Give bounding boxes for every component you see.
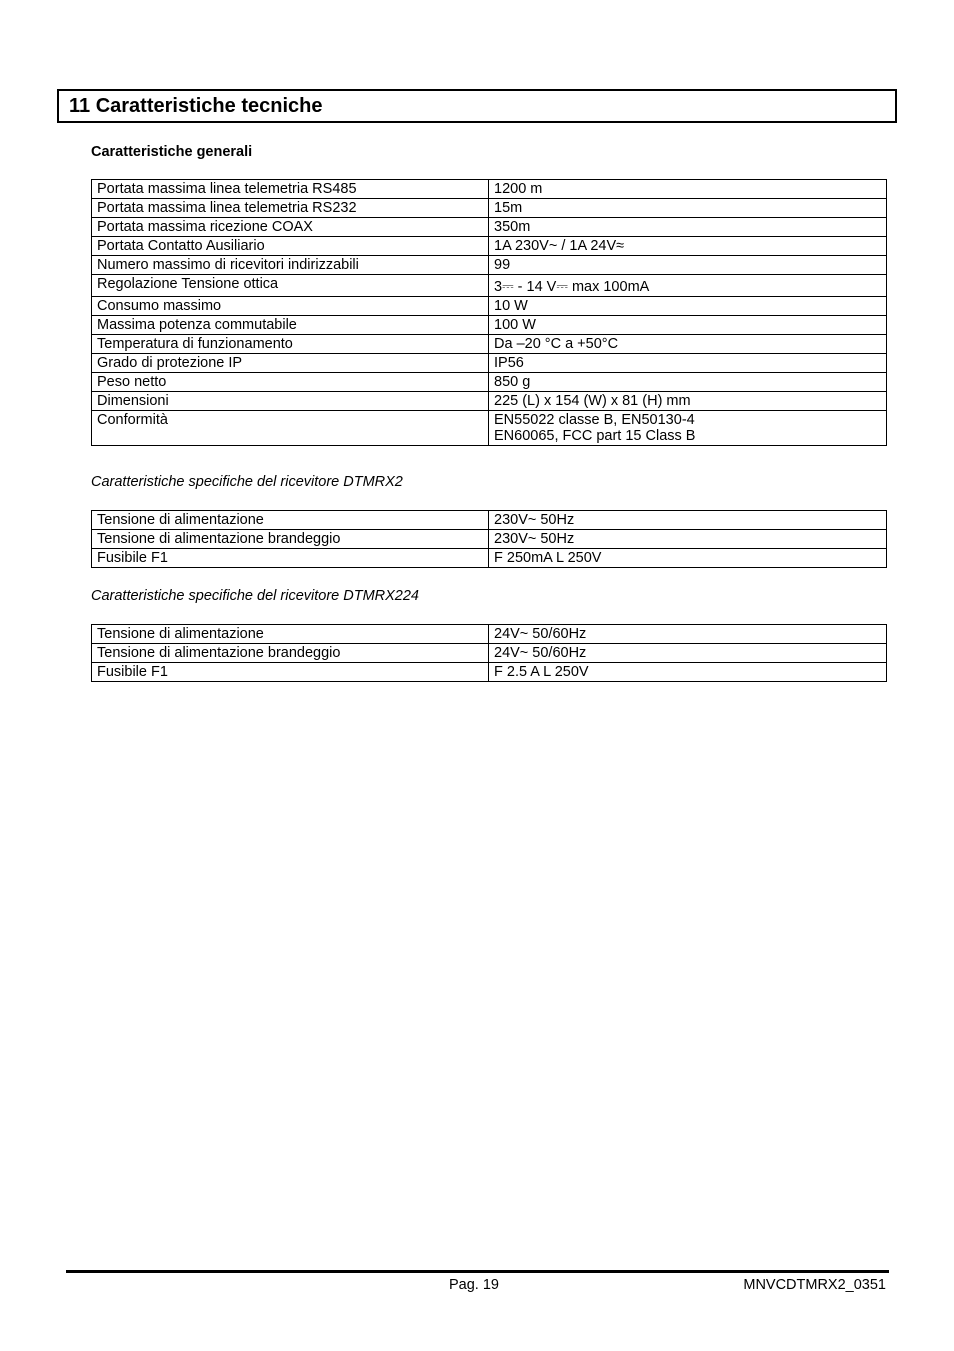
spec-value: F 250mA L 250V: [489, 549, 887, 568]
spec-value: 24V~ 50/60Hz: [489, 644, 887, 663]
spec-label: Tensione di alimentazione: [92, 511, 489, 530]
spec-value: EN55022 classe B, EN50130-4 EN60065, FCC part 15 Class B: [489, 411, 887, 446]
table-row: [92, 218, 887, 237]
spec-value: 24V~ 50/60Hz: [489, 625, 887, 644]
document-code: MNVCDTMRX2_0351: [743, 1277, 886, 1293]
spec-value: 100 W: [489, 316, 887, 335]
table-row: [92, 316, 887, 335]
spec-label: Tensione di alimentazione: [92, 625, 489, 644]
section-title: 11 Caratteristiche tecniche: [69, 95, 323, 117]
spec-value: 1200 m: [489, 180, 887, 199]
table-row: [92, 511, 887, 530]
spec-label: Tensione di alimentazione brandeggio: [92, 644, 489, 663]
table-row: [92, 199, 887, 218]
spec-value: 15m: [489, 199, 887, 218]
spec-label: Portata massima linea telemetria RS232: [92, 199, 489, 218]
spec-value: Da –20 °C a +50°C: [489, 335, 887, 354]
spec-label: Fusibile F1: [92, 663, 489, 682]
spec-value: 350m: [489, 218, 887, 237]
general-specs-table: [91, 179, 887, 446]
table-row: [92, 275, 887, 297]
table-row: [92, 663, 887, 682]
table-row: [92, 180, 887, 199]
spec-label: Massima potenza commutabile: [92, 316, 489, 335]
table-row: [92, 549, 887, 568]
dtmrx224-subtitle: Caratteristiche specifiche del ricevitore DTMRX224: [91, 588, 419, 604]
spec-label: Dimensioni: [92, 392, 489, 411]
spec-label: Portata massima linea telemetria RS485: [92, 180, 489, 199]
spec-value: 3⎓ - 14 V⎓ max 100mA: [489, 275, 887, 297]
spec-label: Consumo massimo: [92, 297, 489, 316]
section-header: [57, 89, 897, 123]
spec-value: 230V~ 50Hz: [489, 511, 887, 530]
spec-value: 230V~ 50Hz: [489, 530, 887, 549]
spec-value: 10 W: [489, 297, 887, 316]
general-subtitle: Caratteristiche generali: [91, 144, 253, 160]
spec-label: Portata massima ricezione COAX: [92, 218, 489, 237]
spec-label: Grado di protezione IP: [92, 354, 489, 373]
spec-value: 99: [489, 256, 887, 275]
spec-value: 1A 230V~ / 1A 24V≈: [489, 237, 887, 256]
table-row: [92, 297, 887, 316]
spec-value: 850 g: [489, 373, 887, 392]
table-row: [92, 373, 887, 392]
spec-value: F 2.5 A L 250V: [489, 663, 887, 682]
table-row: [92, 392, 887, 411]
table-row: [92, 237, 887, 256]
page-number: Pag. 19: [449, 1277, 499, 1293]
dtmrx2-specs-table: [91, 510, 887, 568]
spec-value: IP56: [489, 354, 887, 373]
spec-value: 225 (L) x 154 (W) x 81 (H) mm: [489, 392, 887, 411]
table-row: [92, 644, 887, 663]
dtmrx2-subtitle: Caratteristiche specifiche del ricevitore DTMRX2: [91, 474, 403, 490]
spec-label: Conformità: [92, 411, 489, 446]
table-row: [92, 411, 887, 446]
footer-divider: [66, 1270, 889, 1273]
spec-label: Fusibile F1: [92, 549, 489, 568]
spec-label: Numero massimo di ricevitori indirizzabili: [92, 256, 489, 275]
spec-label: Temperatura di funzionamento: [92, 335, 489, 354]
table-row: [92, 335, 887, 354]
table-row: [92, 354, 887, 373]
spec-label: Peso netto: [92, 373, 489, 392]
spec-label: Regolazione Tensione ottica: [92, 275, 489, 297]
table-row: [92, 530, 887, 549]
spec-label: Tensione di alimentazione brandeggio: [92, 530, 489, 549]
table-row: [92, 256, 887, 275]
spec-label: Portata Contatto Ausiliario: [92, 237, 489, 256]
table-row: [92, 625, 887, 644]
dtmrx224-specs-table: [91, 624, 887, 682]
